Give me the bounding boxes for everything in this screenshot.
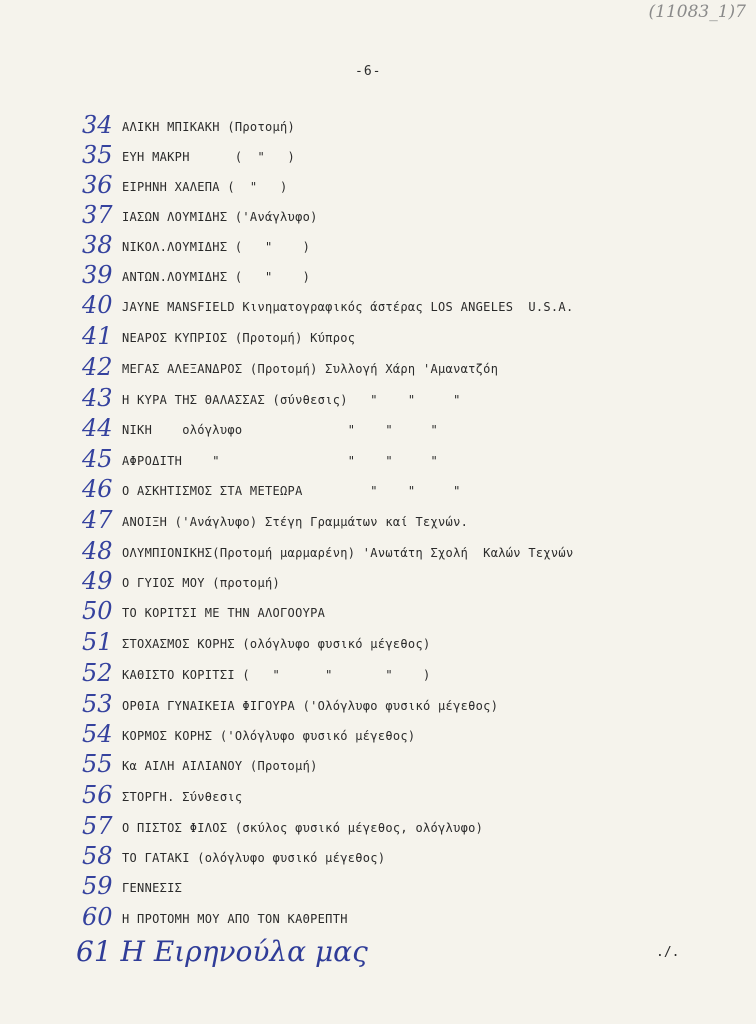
entry-text: ΟΛΥΜΠΙΟΝΙΚΗΣ(Προτομή μαρμαρένη) 'Ανωτάτη Σχολή Καλών Τεχνών (122, 546, 574, 560)
archive-reference: (11083_1)7 (648, 2, 746, 22)
entry-number: 53 (82, 690, 113, 718)
entry-number: 45 (82, 445, 113, 473)
entry-text: ΑΝΟΙΞΗ ('Ανάγλυφο) Στέγη Γραμμάτων καί Τεχνών. (122, 515, 469, 529)
entry-text: Ο ΠΙΣΤΟΣ ΦΙΛΟΣ (σκύλος φυσικό μέγεθος, ολόγλυφο) (122, 821, 484, 835)
entry-text: ΕΙΡΗΝΗ ΧΑΛΕΠΑ ( " ) (122, 180, 288, 194)
list-item (0, 539, 740, 565)
list-item (0, 173, 740, 199)
list-item (0, 416, 740, 442)
entry-text: ΚΑΘΙΣΤΟ ΚΟΡΙΤΣΙ ( " " " ) (122, 668, 431, 682)
entry-number: 60 (82, 903, 113, 931)
entry-number: 43 (82, 384, 113, 412)
entry-number: 41 (82, 322, 113, 350)
list-item (0, 661, 740, 687)
entry-number: 57 (82, 812, 113, 840)
entry-number: 37 (82, 201, 113, 229)
entry-text: ΤΟ ΚΟΡΙΤΣΙ ΜΕ ΤΗΝ ΑΛΟΓΟΟΥΡΑ (122, 606, 326, 620)
entry-text: ΙΑΣΩΝ ΛΟΥΜΙΔΗΣ ('Ανάγλυφο) (122, 210, 318, 224)
entry-number: 36 (82, 171, 113, 199)
list-item (0, 203, 740, 229)
entry-number: 51 (82, 628, 113, 656)
list-item (0, 508, 740, 534)
list-item (0, 477, 740, 503)
entry-number: 39 (82, 261, 113, 289)
entry-text: ΕΥΗ ΜΑΚΡΗ ( " ) (122, 150, 296, 164)
entry-text: Κα ΑΙΛΗ ΑΙΛΙΑΝΟΥ (Προτομή) (122, 759, 318, 773)
entry-number: 44 (82, 414, 113, 442)
entry-number: 48 (82, 537, 113, 565)
entry-text: ΑΦΡΟΔΙΤΗ " " " " (122, 454, 439, 468)
page-number: -6- (355, 64, 382, 79)
list-item (0, 599, 740, 625)
list-item (0, 874, 740, 900)
entry-number: 42 (82, 353, 113, 381)
list-item (0, 233, 740, 259)
entry-number: 52 (82, 659, 113, 687)
entry-text: Η ΚΥΡΑ ΤΗΣ ΘΑΛΑΣΣΑΣ (σύνθεσις) " " " (122, 393, 461, 407)
list-item (0, 722, 740, 748)
entry-number: 34 (82, 111, 113, 139)
entry-text: ΣΤΟΡΓΗ. Σύνθεσις (122, 790, 243, 804)
list-item (0, 630, 740, 656)
entry-text: ΚΟΡΜΟΣ ΚΟΡΗΣ ('Ολόγλυφο φυσικό μέγεθος) (122, 729, 416, 743)
entry-text: ΑΛΙΚΗ ΜΠΙΚΑΚΗ (Προτομή) (122, 120, 296, 134)
entry-number: 46 (82, 475, 113, 503)
list-item (0, 814, 740, 840)
list-item (0, 447, 740, 473)
entry-number: 49 (82, 567, 113, 595)
list-item (0, 692, 740, 718)
entry-text: ΟΡΘΙΑ ΓΥΝΑΙΚΕΙΑ ΦΙΓΟΥΡΑ ('Ολόγλυφο φυσικό μέγεθος) (122, 699, 499, 713)
list-item (0, 569, 740, 595)
list-item (0, 263, 740, 289)
entry-number: 35 (82, 141, 113, 169)
entry-text: JAYNE MANSFIELD Κινηματογραφικός άστέρας LOS ANGELES U.S.A. (122, 300, 574, 314)
entry-text: ΝΙΚΗ ολόγλυφο " " " (122, 423, 439, 437)
entry-number: 58 (82, 842, 113, 870)
entry-text: ΝΕΑΡΟΣ ΚΥΠΡΙΟΣ (Προτομή) Κύπρος (122, 331, 356, 345)
entry-text: ΣΤΟΧΑΣΜΟΣ ΚΟΡΗΣ (ολόγλυφο φυσικό μέγεθος) (122, 637, 431, 651)
list-item (0, 324, 740, 350)
list-item (0, 905, 740, 931)
list-item (0, 293, 740, 319)
entry-number: 50 (82, 597, 113, 625)
list-item (0, 752, 740, 778)
entry-number: 38 (82, 231, 113, 259)
list-item (0, 386, 740, 412)
entry-number: 55 (82, 750, 113, 778)
list-item (0, 783, 740, 809)
entry-number: 56 (82, 781, 113, 809)
list-item (0, 143, 740, 169)
entry-number: 40 (82, 291, 113, 319)
list-item (0, 355, 740, 381)
handwritten-entry: 61 Η Ειρηνούλα μας (76, 935, 368, 968)
entry-number: 47 (82, 506, 113, 534)
entry-text: Ο ΓΥΙΟΣ ΜΟΥ (προτομή) (122, 576, 281, 590)
entry-text: Η ΠΡΟΤΟΜΗ ΜΟΥ ΑΠΟ ΤΟΝ ΚΑΘΡΕΠΤΗ (122, 912, 348, 926)
entry-text: ΓΕΝΝΕΣΙΣ (122, 881, 183, 895)
entry-text: ΝΙΚΟΛ.ΛΟΥΜΙΔΗΣ ( " ) (122, 240, 311, 254)
entry-text: Ο ΑΣΚΗΤΙΣΜΟΣ ΣΤΑ ΜΕΤΕΩΡΑ " " " (122, 484, 461, 498)
entry-number: 54 (82, 720, 113, 748)
list-item (0, 113, 740, 139)
list-item (0, 844, 740, 870)
entry-text: ΤΟ ΓΑΤΑΚΙ (ολόγλυφο φυσικό μέγεθος) (122, 851, 386, 865)
entry-number: 59 (82, 872, 113, 900)
continuation-mark: ./. (656, 945, 680, 960)
entry-text: ΑΝΤΩΝ.ΛΟΥΜΙΔΗΣ ( " ) (122, 270, 311, 284)
entry-text: ΜΕΓΑΣ ΑΛΕΞΑΝΔΡΟΣ (Προτομή) Συλλογή Χάρη 'Αμανατζόη (122, 362, 499, 376)
